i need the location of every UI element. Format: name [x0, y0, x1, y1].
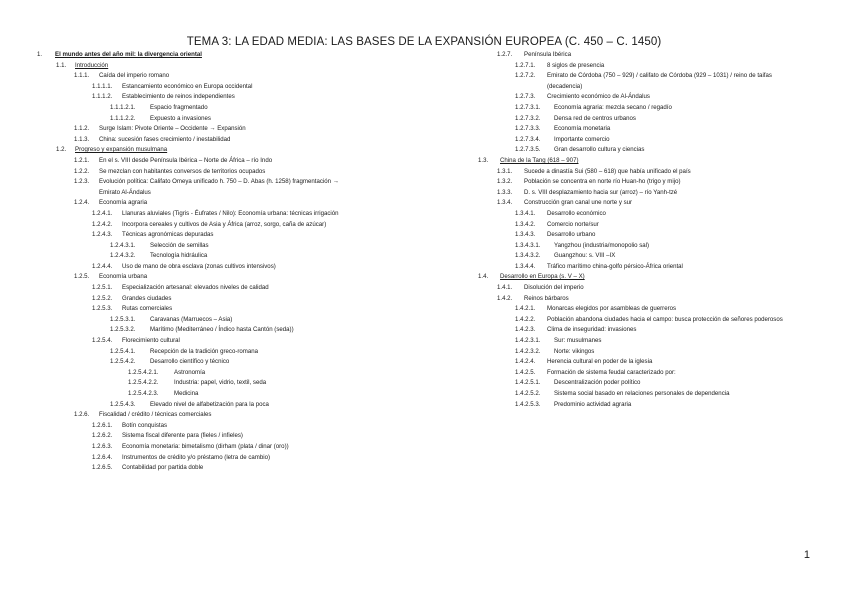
outline-item-number: 1.2.6.4. [92, 453, 113, 461]
outline-item [0, 61, 460, 72]
outline-item-number: 1.2.5.3.2. [110, 326, 136, 334]
outline-item-number: 1.2.5.3.1. [110, 315, 136, 323]
outline-item-number: 1.4.2.4. [515, 358, 536, 366]
outline-item [440, 315, 840, 326]
outline-item [440, 198, 840, 209]
outline-item-number: 1.2.6.1. [92, 421, 113, 429]
outline-item-text: Sistema social basado en relaciones personales de dependencia [554, 390, 730, 397]
outline-item-text: Técnicas agronómicas depuradas [122, 231, 214, 239]
outline-item-number: 1.1.1.2. [92, 93, 113, 101]
outline-item [0, 442, 460, 453]
outline-item-text: Estancamiento económico en Europa occidental [122, 82, 253, 90]
outline-item [440, 336, 840, 347]
outline-item-number: 1.2.5.4.3. [110, 400, 136, 408]
outline-item [440, 347, 840, 358]
outline-item [440, 251, 840, 262]
outline-item-text: China de la Tang (618 – 907) [500, 156, 579, 164]
outline-item-number: 1.2.7.3.2. [515, 114, 541, 122]
outline-item [440, 294, 840, 305]
outline-item-number: 1.1.1.1. [92, 82, 113, 90]
outline-item-text: Población se concentra en norte río Huan-ho (trigo y mijo) [524, 178, 681, 186]
outline-item [0, 103, 460, 114]
outline-item-text: Desarrollo económico [547, 209, 606, 217]
outline-item-text: Fiscalidad / crédito / técnicas comerciales [99, 411, 212, 419]
outline-item-number: 1.2.6.5. [92, 464, 113, 472]
outline-item [0, 421, 460, 432]
outline-item-text: Yangzhou (industria/monopolio sal) [554, 241, 650, 249]
outline-item-number: 1.2.5.4.2.2. [128, 379, 159, 387]
outline-item-text: Clima de inseguridad: invasiones [547, 326, 637, 334]
outline-item [0, 198, 460, 209]
outline-column-left [0, 50, 460, 474]
outline-item-text: Importante comercio [554, 135, 610, 143]
outline-item-number: 1.2.7.3.4. [515, 135, 541, 143]
outline-item-number: 1.1.3. [74, 135, 90, 143]
outline-item-text: Monarcas elegidos por asambleas de guerreros [547, 305, 677, 313]
outline-item-text: Desarrollo científico y técnico [150, 358, 230, 366]
outline-item-number: 1.4.2.5.1. [515, 379, 541, 387]
outline-item-text: Economía monetaria [554, 125, 611, 133]
document-title: TEMA 3: LA EDAD MEDIA: LAS BASES DE LA EXPANSIÓN EUROPEA (C. 450 – C. 1450) [186, 36, 662, 48]
outline-item-text: Medicina [174, 390, 199, 397]
outline-item-number: 1.4.2.3.1. [515, 337, 541, 345]
outline-item [0, 400, 460, 411]
outline-item-text: Contabilidad por partida doble [122, 464, 204, 472]
outline-item-number: 1.2.5.4.2. [110, 358, 136, 366]
outline-item-number: 1.2.5.4. [92, 337, 113, 345]
outline-item [0, 82, 460, 93]
outline-item-number: 1.1.2. [74, 125, 90, 133]
outline-item-text: China: sucesión fases crecimiento / inestabilidad [99, 135, 231, 143]
outline-item-number: 1.3.4.1. [515, 209, 536, 217]
outline-item-text: Herencia cultural en poder de la iglesia [547, 358, 653, 366]
outline-item-number: 1.4.1. [497, 284, 513, 292]
outline-item [0, 283, 460, 294]
outline-item [0, 325, 460, 336]
outline-item-number: 1.4.2.5.3. [515, 400, 541, 408]
outline-item [440, 220, 840, 231]
outline-item-text: Grandes ciudades [122, 294, 172, 302]
outline-item-text: Progreso y expansión musulmana [75, 146, 168, 154]
outline-item [440, 135, 840, 146]
outline-item [440, 368, 840, 379]
outline-item-text: Emirato de Córdoba (750 – 929) / califato de Córdoba (929 – 1031) / reino de taifas [547, 72, 772, 80]
outline-item [0, 336, 460, 347]
outline-item-text: Norte: vikingos [554, 347, 595, 355]
outline-item-number: 1.2.4.1. [92, 209, 113, 217]
outline-item-text: Economía monetaria: bimetalismo (dirham (plata / dinar (oro)) [122, 442, 289, 450]
page-number: 1 [803, 549, 810, 561]
outline-item-number: 1.2.2. [74, 167, 90, 175]
outline-item [440, 230, 840, 241]
outline-item-text: Astronomía [174, 368, 206, 376]
outline-item [0, 135, 460, 146]
outline-item-number: 1.2.6. [74, 411, 90, 419]
outline-item [440, 50, 840, 61]
outline-item-number: 1.3.1. [497, 167, 513, 175]
outline-item-text: Llanuras aluviales (Tigris - Éufrates / Nilo): Economía urbana: técnicas irrigación [122, 209, 339, 217]
outline-item [440, 283, 840, 294]
outline-item [440, 325, 840, 336]
outline-item-number: 1.2.6.2. [92, 432, 113, 440]
outline-item-number: 1.2.7.3.1. [515, 103, 541, 111]
outline-item [0, 389, 460, 400]
outline-item-text: Rutas comerciales [122, 305, 173, 313]
outline-item-text: Especialización artesanal: elevados niveles de calidad [122, 284, 269, 292]
outline-item-number: 1.2.7.2. [515, 72, 536, 80]
outline-item-text: Descentralización poder político [554, 379, 641, 387]
outline-item [0, 347, 460, 358]
outline-item-text: Elevado nivel de alfabetización para la poca [150, 400, 269, 408]
outline-item [440, 114, 840, 125]
outline-item [0, 188, 460, 199]
outline-item-number: 1.1. [56, 61, 67, 69]
outline-item [440, 82, 840, 93]
outline-item-text: Economía urbana [99, 273, 148, 281]
outline-item-number: 1.2.4. [74, 199, 90, 207]
outline-item [0, 272, 460, 283]
outline-item [0, 124, 460, 135]
outline-item-number: 1.2.7.3.5. [515, 146, 541, 154]
outline-item-text: Expuesto a invasiones [150, 114, 211, 122]
outline-item-number: 1.4.2.1. [515, 305, 536, 313]
outline-item-number: 1.2.7.1. [515, 61, 536, 69]
outline-item-text: 8 siglos de presencia [547, 61, 605, 69]
outline-item [0, 177, 460, 188]
outline-item-number: 1.2.5.1. [92, 284, 113, 292]
outline-item-text: Selección de semillas [150, 241, 209, 249]
outline-item-text: Marítimo (Mediterráneo / Índico hasta Cantón (seda)) [150, 326, 294, 334]
outline-item [440, 262, 840, 273]
outline-item [440, 61, 840, 72]
outline-item-text: (decadencia) [547, 82, 583, 90]
outline-item-text: Uso de mano de obra esclava (zonas cultivos intensivos) [122, 262, 276, 270]
outline-item-text: Introducción [75, 61, 109, 69]
outline-item-text: Establecimiento de reinos independientes [122, 93, 235, 101]
outline-item-number: 1.2.7.3. [515, 93, 536, 101]
outline-item-number: 1.2.5.3. [92, 305, 113, 313]
outline-item-number: 1.4.2.3.2. [515, 347, 541, 355]
outline-item-number: 1.3. [478, 156, 489, 164]
outline-item [440, 272, 840, 283]
outline-item-number: 1.1.1.2.2. [110, 114, 136, 122]
outline-item [0, 368, 460, 379]
outline-item-text: Espacio fragmentado [150, 103, 208, 111]
outline-item [0, 378, 460, 389]
outline-column-right [440, 50, 840, 410]
outline-item-number: 1.2.4.3.1. [110, 241, 136, 249]
outline-item-text: Se mezclan con habitantes conversos de territorios ocupados [99, 167, 266, 175]
outline-item [0, 357, 460, 368]
outline-item-text: Instrumentos de crédito y/o préstamo (letra de cambio) [122, 453, 271, 461]
outline-item-text: Recepción de la tradición greco-romana [150, 347, 259, 355]
outline-item [0, 220, 460, 231]
outline-item-number: 1.2.4.2. [92, 220, 113, 228]
outline-item [0, 315, 460, 326]
outline-item [0, 209, 460, 220]
outline-item [440, 389, 840, 400]
outline-item-number: 1.3.4.2. [515, 220, 536, 228]
outline-item [0, 50, 460, 61]
outline-item-number: 1.3.4.3. [515, 231, 536, 239]
outline-item-number: 1.2.4.4. [92, 262, 113, 270]
outline-item-text: En el s. VIII desde Península Ibérica – Norte de África – río Indo [99, 156, 273, 164]
outline-item [0, 167, 460, 178]
outline-item-number: 1.2.6.3. [92, 442, 113, 450]
outline-item-text: Tecnología hidráulica [150, 252, 208, 260]
outline-item-text: Formación de sistema feudal caracterizado por: [547, 368, 676, 376]
outline-item-text: Florecimiento cultural [122, 337, 180, 345]
outline-item-text: Botín conquistas [122, 421, 168, 429]
outline-item-text: Predominio actividad agraria [554, 400, 632, 408]
outline-item [0, 156, 460, 167]
outline-item-number: 1.2.5.4.2.1. [128, 368, 159, 376]
outline-item-text: Población abandona ciudades hacia el campo: busca protección de señores poderosos [547, 315, 783, 323]
outline-item-text: Guangzhou: s. VIII –IX [554, 252, 616, 260]
outline-item [0, 304, 460, 315]
outline-item-text: Sucede a dinastía Sui (580 – 618) que había unificado el país [524, 167, 691, 175]
outline-item-text: Densa red de centros urbanos [554, 114, 636, 122]
outline-item [0, 71, 460, 82]
outline-item-text: Disolución del imperio [524, 284, 584, 292]
outline-item-text: Construcción gran canal une norte y sur [524, 199, 633, 207]
outline-item [440, 103, 840, 114]
outline-item-number: 1.2.7.3.3. [515, 125, 541, 133]
outline-item-number: 1.2.5.4.1. [110, 347, 136, 355]
outline-item-text: Gran desarrollo cultura y ciencias [554, 146, 645, 154]
outline-item-number: 1.2.5.2. [92, 294, 113, 302]
outline-item-number: 1.3.4. [497, 199, 513, 207]
outline-item-number: 1.3.2. [497, 178, 513, 186]
outline-item [440, 357, 840, 368]
outline-item-number: 1.2.1. [74, 156, 90, 164]
outline-item-number: 1.4.2.2. [515, 315, 536, 323]
outline-item-text: Economía agraria: mezcla secano / regadío [554, 103, 672, 111]
outline-item-number: 1.2.3. [74, 178, 90, 186]
outline-item [0, 410, 460, 421]
outline-item-number: 1.3.4.3.1. [515, 241, 541, 249]
outline-item [0, 145, 460, 156]
outline-item-number: 1.4. [478, 273, 489, 281]
outline-item [440, 124, 840, 135]
outline-item-number: 1.1.1. [74, 72, 90, 80]
outline-item-text: Sistema fiscal diferente para (fieles / infieles) [122, 432, 243, 440]
outline-item [440, 167, 840, 178]
outline-item [440, 156, 840, 167]
outline-item [0, 294, 460, 305]
outline-item-number: 1.3.3. [497, 188, 513, 196]
outline-item-text: Crecimiento económico de Al-Ándalus [547, 93, 650, 101]
outline-item [0, 431, 460, 442]
outline-item [440, 241, 840, 252]
outline-item [0, 114, 460, 125]
outline-item-text: Incorpora cereales y cultivos de Asia y África (arroz, sorgo, caña de azúcar) [122, 220, 327, 228]
outline-item-text: Desarrollo en Europa (s. V – X) [500, 273, 585, 281]
outline-item-text: Emirato Al-Ándalus [99, 188, 151, 196]
outline-item-number: 1.2.5. [74, 273, 90, 281]
outline-item [440, 145, 840, 156]
outline-item-number: 1.1.1.2.1. [110, 103, 136, 111]
outline-item-text: Comercio norte/sur [547, 220, 599, 228]
outline-item [440, 177, 840, 188]
outline-item-text: Evolución política: Califato Omeya unificado h. 750 – D. Abas (h. 1258) fragmentación → [99, 178, 339, 186]
outline-item-number: 1. [37, 51, 43, 58]
outline-item [440, 209, 840, 220]
outline-item-number: 1.2.4.3. [92, 231, 113, 239]
outline-item [440, 71, 840, 82]
outline-item [0, 453, 460, 464]
outline-item-number: 1.4.2.5.2. [515, 390, 541, 397]
outline-item-number: 1.4.2.5. [515, 368, 536, 376]
outline-item-text: Economía agraria [99, 199, 148, 207]
outline-item-text: Desarrollo urbano [547, 231, 596, 239]
outline-item-text: Península Ibérica [524, 51, 572, 58]
outline-item [0, 241, 460, 252]
outline-item-text: Sur: musulmanes [554, 337, 602, 345]
outline-item-text: Industria: papel, vidrio, textil, seda [174, 379, 267, 387]
outline-item-text: Reinos bárbaros [524, 294, 569, 302]
outline-item-text: El mundo antes del año mil: la divergencia oriental [55, 51, 202, 58]
outline-item-number: 1.3.4.3.2. [515, 252, 541, 260]
outline-item [0, 463, 460, 474]
outline-item [0, 251, 460, 262]
outline-item [440, 378, 840, 389]
outline-item-number: 1.2. [56, 146, 67, 154]
outline-item [440, 92, 840, 103]
outline-item [440, 400, 840, 411]
outline-item-number: 1.2.4.3.2. [110, 252, 136, 260]
outline-item-number: 1.3.4.4. [515, 262, 536, 270]
outline-item-number: 1.4.2. [497, 294, 513, 302]
outline-item-number: 1.2.5.4.2.3. [128, 390, 159, 397]
outline-item-text: D. s. VIII desplazamiento hacia sur (arroz) – río Yanh-tzé [524, 188, 678, 196]
outline-item-text: Surge Islam: Pivote Oriente – Occidente → Expansión [99, 125, 246, 133]
outline-item-text: Caravanas (Marruecos – Asia) [150, 315, 233, 323]
outline-item [0, 92, 460, 103]
outline-item [440, 188, 840, 199]
outline-item [0, 230, 460, 241]
outline-item [440, 304, 840, 315]
outline-item-number: 1.4.2.3. [515, 326, 536, 334]
outline-item-text: Caída del imperio romano [99, 72, 170, 80]
outline-item-text: Tráfico marítimo china-golfo pérsico-África oriental [547, 262, 683, 270]
outline-item-number: 1.2.7. [497, 51, 513, 58]
outline-item [0, 262, 460, 273]
